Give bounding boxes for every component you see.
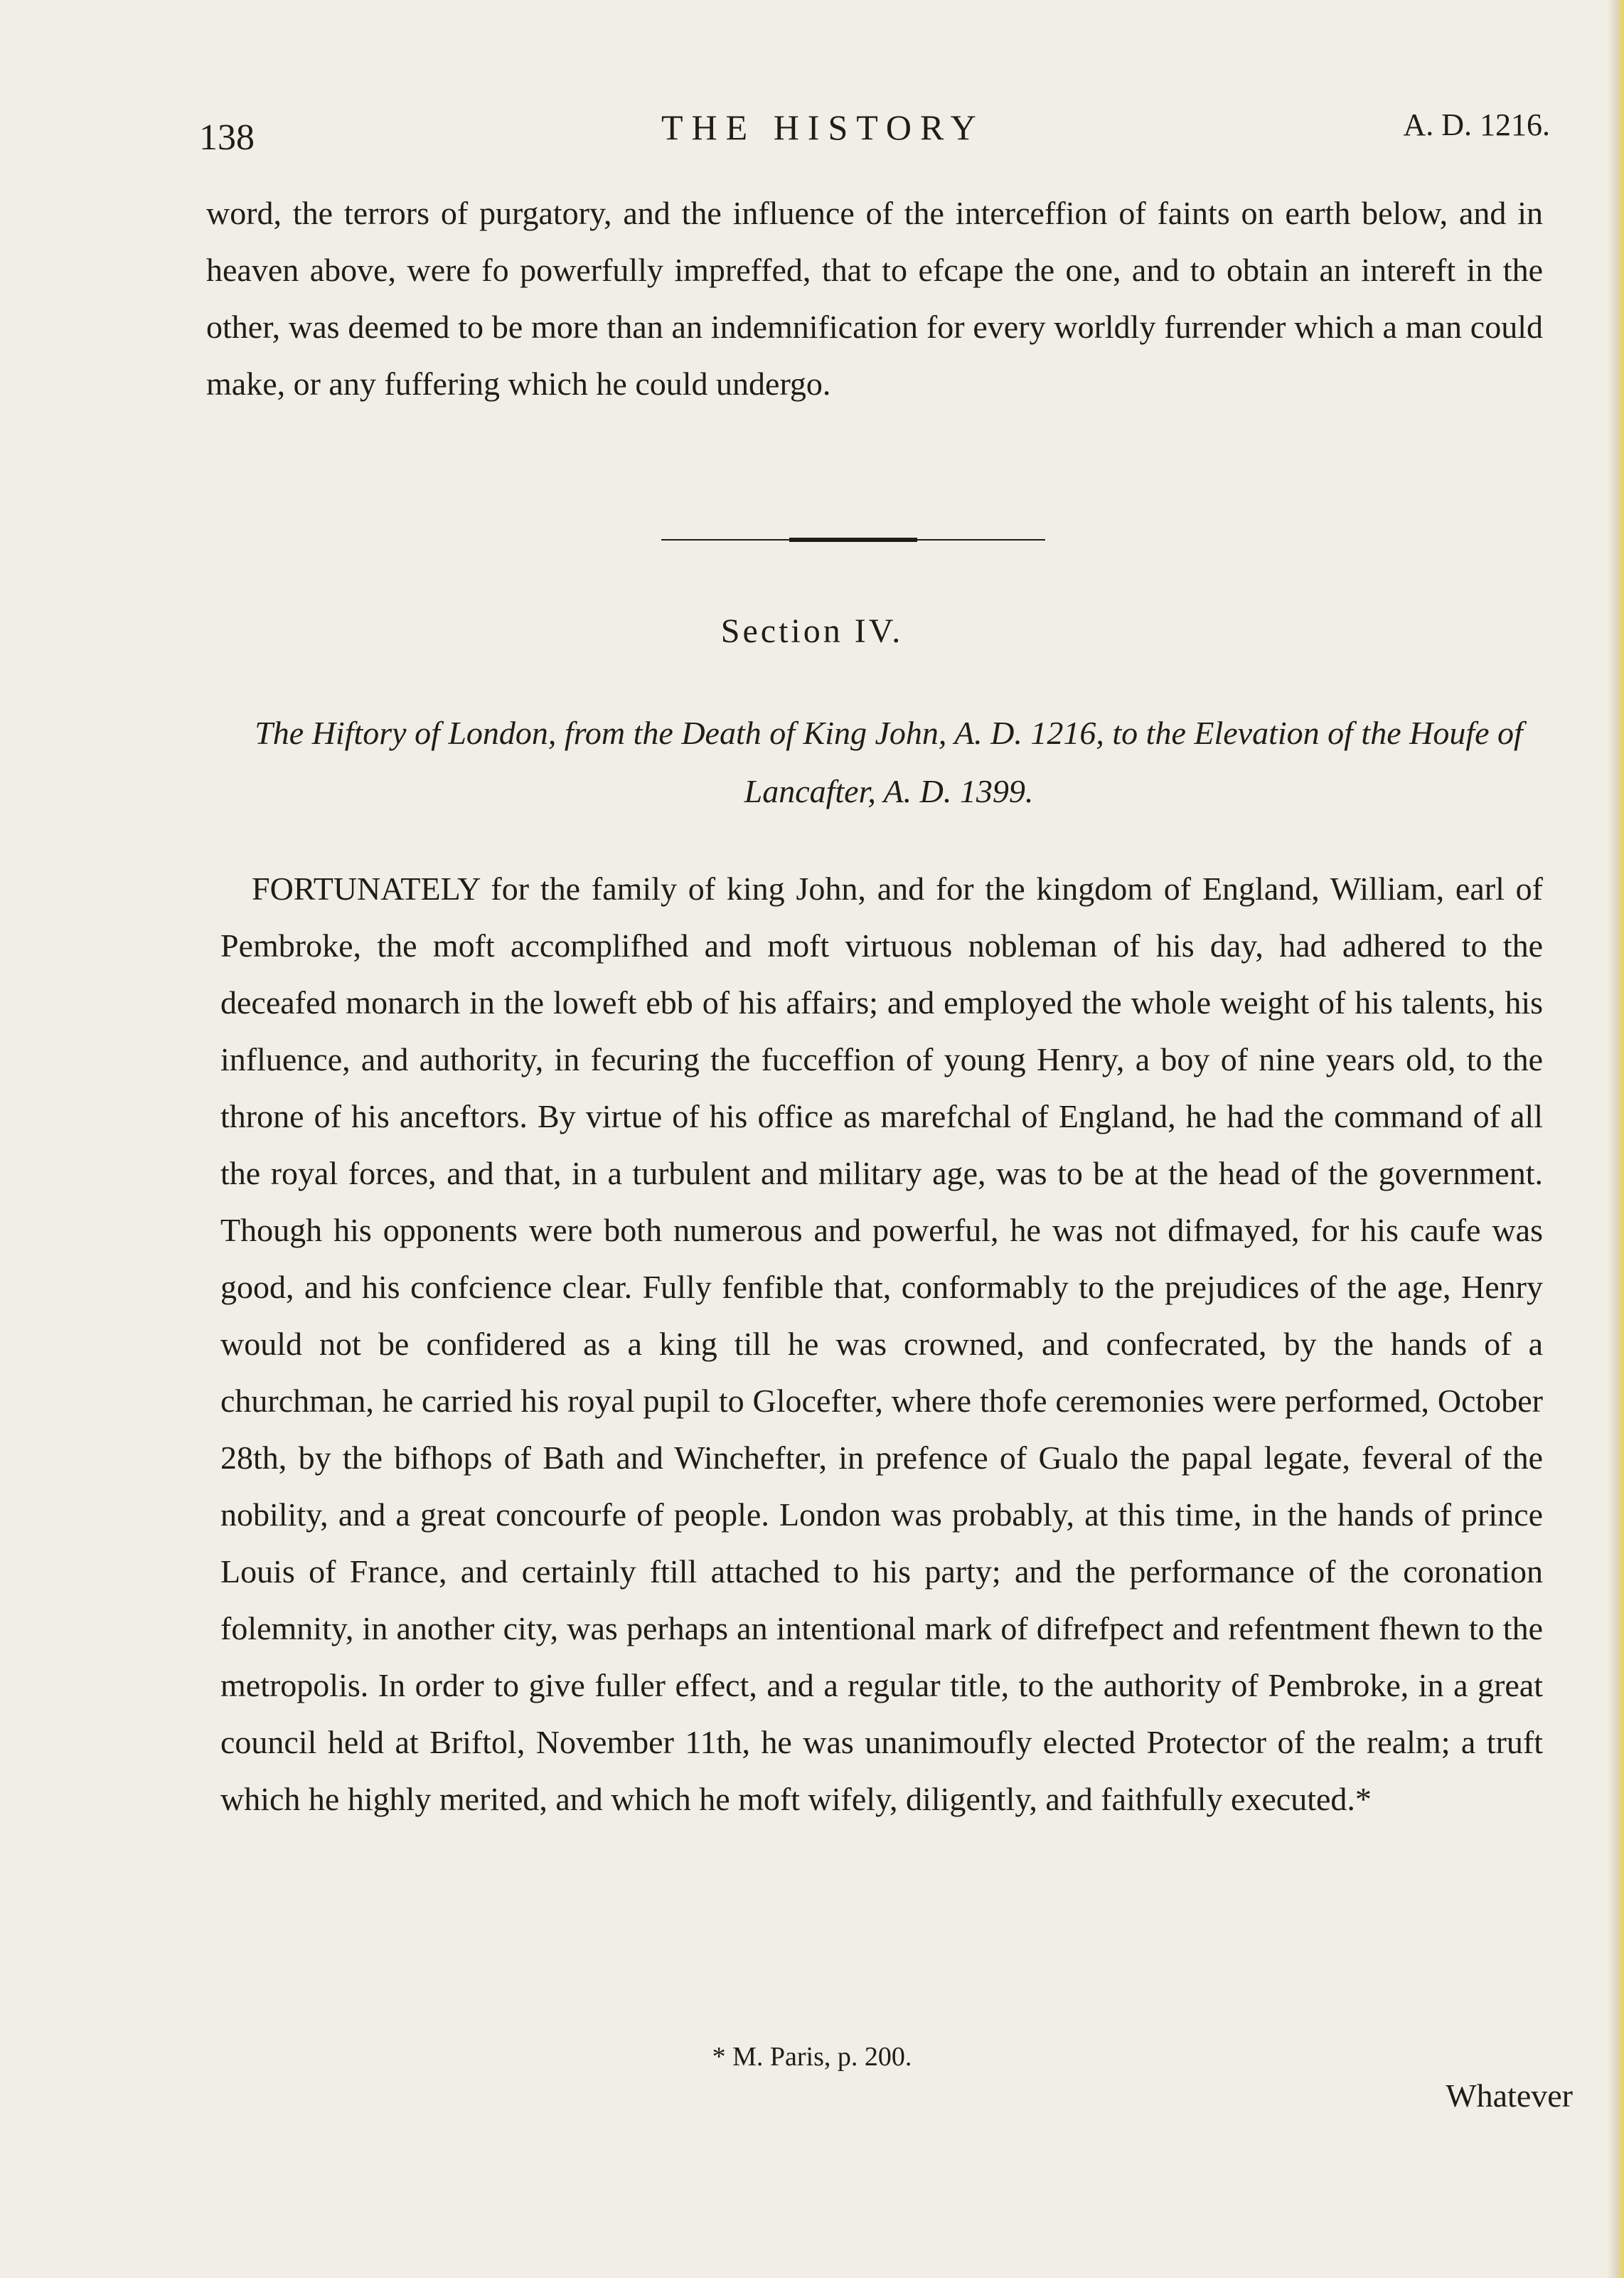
section-divider <box>661 537 1045 543</box>
header-date: A. D. 1216. <box>1403 107 1550 142</box>
page-header <box>199 107 1550 164</box>
main-paragraph: FORTUNATELY for the family of king John, and for the kingdom of England, William, earl of Pembroke, the moft accomplifhed and moft virtuous nobleman of his day, had adhered to the deceafed monarch in the loweft ebb of his affairs; and employed the whole weight of his talents, his influence, and authority, in fecuring the fucceffion of young Henry, a boy of nine years old, to the throne of his anceftors. By virtue of his office as marefchal of England, he had the command of all the royal forces, and that, in a turbulent and military age, was to be at the head of the government. Though his opponents were both numerous and powerful, he was not difmayed, for his caufe was good, and his confcience clear. Fully fenfible that, conformably to the prejudices of the age, Henry would not be confidered as a king till he was crowned, and confecrated, by the hands of a churchman, he carried his royal pupil to Glocefter, where thofe ceremonies were performed, October 28th, by the bifhops of Bath and Winchefter, in prefence of Gualo the papal legate, feveral of the nobility, and a great concourfe of people. London was probably, at this time, in the hands of prince Louis of France, and certainly ftill attached to his party; and the performance of the coronation folemnity, in another city, was perhaps an intentional mark of difrefpect and refentment fhewn to the metropolis. In order to give fuller effect, and a regular title, to the authority of Pembroke, in a great council held at Briftol, November 11th, he was unanimoufly elected Protector of the realm; a truft which he highly merited, and which he moft wifely, diligently, and faithfully executed.* <box>220 871 1543 1817</box>
catchword: Whatever <box>1446 2077 1573 2114</box>
section-heading: Section IV. <box>720 612 904 650</box>
section-subtitle: The Hiftory of London, from the Death of King John, A. D. 1216, to the Elevation of the Houfe of Lancafter, A. D. 1399. <box>255 715 1523 809</box>
page-edge <box>1607 0 1624 2278</box>
page-number: 138 <box>199 117 255 158</box>
footnote: * M. Paris, p. 200. <box>712 2042 912 2072</box>
running-title: THE HISTORY <box>661 107 985 147</box>
carryover-paragraph: word, the terrors of purgatory, and the influence of the interceffion of faints on earth below, and in heaven above, were fo powerfully impreffed, that to efcape the one, and to obtain an intereft in the other, was deemed to be more than an indemnification for every worldly furrender which a man could make, or any fuffering which he could undergo. <box>206 195 1543 402</box>
